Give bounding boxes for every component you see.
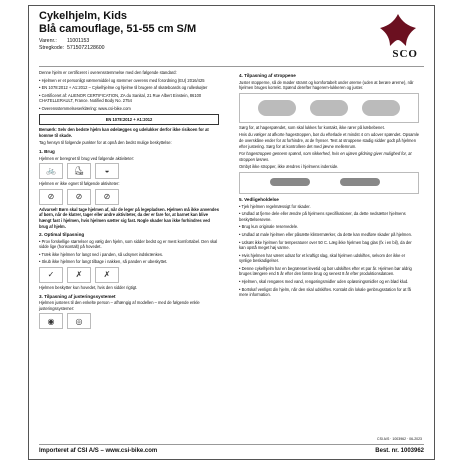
allowed-activities-icons [39, 163, 219, 179]
section-5-item-9: • Bortskaf venligst din hjelm, når den skal udskiftes. Kontakt din lokale genbrugsstation for at få mere information. [239, 287, 419, 298]
section-5-item-4: • Undlad at male hjelmen eller påsætte klistermærker, da dette kan medføre skader på hjelmen. [239, 232, 419, 238]
cert-bullet-1: • Hjelmen er et personligt værnemiddel og stemmer overens med forordning (EU) 2016/425 [39, 78, 219, 84]
section-5-item-1: • Tjek hjelmen regelmæssigt for skader. [239, 204, 419, 210]
section-2-end: Hjelmen beskytter kun hovedet, hvis den sidder rigtigt. [39, 285, 138, 291]
order-number: Best. nr. 1003962 [375, 448, 424, 454]
inline-skate-icon: ◒ [95, 163, 119, 179]
motorbike-icon: ⊘ [39, 189, 63, 205]
buckle-diagram [239, 172, 419, 194]
importer-text: Importeret af CSI A/S – www.csi-bike.com [39, 448, 158, 454]
cert-bullet-2: • EN 1078:2012 + A1:2012 – Cykelhjelme og hjelme til brugere af skateboards og rulleskøjter [39, 85, 219, 91]
wrong-fit-front-icon: ✗ [67, 267, 91, 283]
section-3-title: 3. Tilpasning af justeringssystemet [39, 293, 116, 299]
climbing-icon: ⊘ [67, 189, 91, 205]
section-5-item-5: • Udsæt ikke hjelmen for temperaturer over 50 C. Læg ikke hjelmen bag glas (fx i en bil), da der kan opstå meget høj varme. [239, 240, 419, 251]
section-4-caption: Sørg for, at hagespændet, som skal lukkes for kontakt, ikke rører på kæbebenet. [239, 124, 385, 130]
adjust-diagram [39, 313, 219, 329]
warning-text: Bemærk: Selv den bedste hjelm kan ødelægges og udelukker derfor ikke risikoen for at komme til skade. [39, 127, 209, 138]
cert-intro: Denne hjelm er certificeret i overensstemmelse med den følgende standard: [39, 70, 177, 75]
section-5-item-3: • Brug kun originale reservedele. [239, 224, 419, 230]
stregkode-label: Stregkode: [39, 45, 65, 51]
section-1-text: Hjelmen er beregnet til brug ved følgende aktiviteter: [39, 155, 135, 161]
standard-box [39, 114, 219, 126]
section-4-end: Ombyt ikke stropper, ikke ændres i hjelmens inderside. [239, 164, 339, 170]
section-4-text: Juster stopperne, så de møder stramt og komfortabelt under ørerne (uden at berøre ørerne), når hjelmen bruges korrekt. Spænd derefter hagerem-lukkeren og juster. [239, 79, 414, 91]
right-column [239, 70, 419, 300]
product-sheet [28, 5, 435, 460]
stregkode-value: 5715072128600 [67, 45, 105, 51]
varenr-label: Varenr.: [39, 38, 57, 44]
section-3-text: Hjelmen justeres til den enkelte person – afhængig af modellen – med de følgende enkle justeringssystemer: [39, 300, 200, 311]
footer-divider [39, 444, 424, 445]
product-title-line1: Cykelhjelm, Kids [39, 10, 128, 22]
thanks-text: Tag hensyn til følgende punkter for at opnå den bedst mulige beskyttelse: [39, 140, 172, 146]
standard-label: EN 1078:2012 + A1:2012 [105, 116, 153, 122]
logo-text: SCO [392, 48, 418, 60]
left-column [39, 70, 219, 331]
bicycle-icon: 🚲 [39, 163, 63, 179]
forbidden-activities-icons [39, 189, 219, 205]
section-5-item-7: • Denne cykelhjelm har en begrænset levetid og bør udskiftes efter et par år. Hjelmen bør aldrig bruges længere end 5 år efter den første brug og senest 8 år efter produktionsdatoen. [239, 266, 419, 277]
section-2-item-1: • Prov forskellige størrelser og vælg den hjelm, som sidder bedst og er mest komfortabel. Den skal sidde lige (horisontalt) på hovedet. [39, 239, 219, 250]
adjust-strap-icon: ◎ [67, 313, 91, 329]
section-5-title: 5. Vedligeholdelse [239, 196, 279, 202]
section-1-not: Hjelmen er ikke egnet til følgende aktiviteter: [39, 181, 120, 187]
wrong-fit-back-icon: ✗ [95, 267, 119, 283]
section-4-more: Hvis du vælger at afkorte hagestroppen, bør du efterlade et mindst 4 cm udover spændet. Opsamle de overskåne ender for at forhindre, at de frynser. Test at stroppene stadig sidder godt på hjelmen efter justering. Sørg for at kontrollere det med jævne mellemrum. [239, 132, 419, 149]
correct-fit-icon: ✓ [39, 267, 63, 283]
playground-icon: ⊘ [95, 189, 119, 205]
section-4-italic: For hagestroppen gennem spænd, som sikkerhed, hvis en ujævn glidning giver mulighed for, at stroppen løsnes. [239, 151, 412, 162]
skate-icon: ⛸ [67, 163, 91, 179]
section-1-title: 1. Brug [39, 148, 55, 154]
adjust-dial-icon: ◉ [39, 313, 63, 329]
header [39, 10, 196, 36]
section-5-item-6: • Hvis hjelmen har været udsat for et kraftigt slag, skal hjelmen udskiftes, selvom der ikke er synlige beskadigelser. [239, 253, 419, 264]
section-2-item-3: • Skub ikke hjelmen for langt tilbage i nakken, så panden er ubeskyttet. [39, 259, 219, 265]
cert-bullet-4: • Overensstemmelseserklæring: www.csi-bike.com [39, 106, 219, 112]
cert-bullet-3: • Certificeret af: ALIENOR CERTIFICATION, ZA du Sanital, 21 Rue Albert Einstein, 86100 CHATELLERAULT, France. Notified Body No. 2754 [39, 93, 219, 104]
section-2-title: 2. Optimal tilpasning [39, 232, 85, 238]
section-2-item-2: • Træk ikke hjelmen for langt ned i panden, så udsynet indskrænkes. [39, 252, 219, 258]
section-5-item-2: • Undlad at fjerne dele eller ændre på hjelmens specifikationer, da dette nedsætter hjelmens beskyttelsesevne. [239, 211, 419, 222]
header-divider [39, 66, 424, 67]
varenr-value: 11001153 [67, 38, 90, 44]
strap-diagram [239, 93, 419, 123]
section-4-title: 4. Tilpasning af stroppene [239, 73, 296, 78]
footer [39, 448, 424, 454]
product-meta [39, 38, 105, 52]
small-id: CSI A/S · 1003962 · 06-2023 [377, 437, 422, 441]
section-1-warning: Advarsel! Børn skal tage hjelmen af, når de leger på legepladsen. Hjelmen må ikke anvendes af børn, når de klatrer, tager eller andre aktiviteter, da der er fare for, at barnet kan blive hængt fast i hjelmen, hvis hjelmen sætter sig fast. Nogle skader kan ikke forhindres ved brug af hjelm. [39, 206, 219, 229]
section-5-item-8: • Hjelmen, skal rengøres med vand, rengøringsmidler uden opløsningsmidler og en blød klud. [239, 279, 419, 285]
product-title-line2: Blå camouflage, 51-55 cm S/M [39, 23, 197, 35]
fit-diagram [39, 267, 219, 283]
